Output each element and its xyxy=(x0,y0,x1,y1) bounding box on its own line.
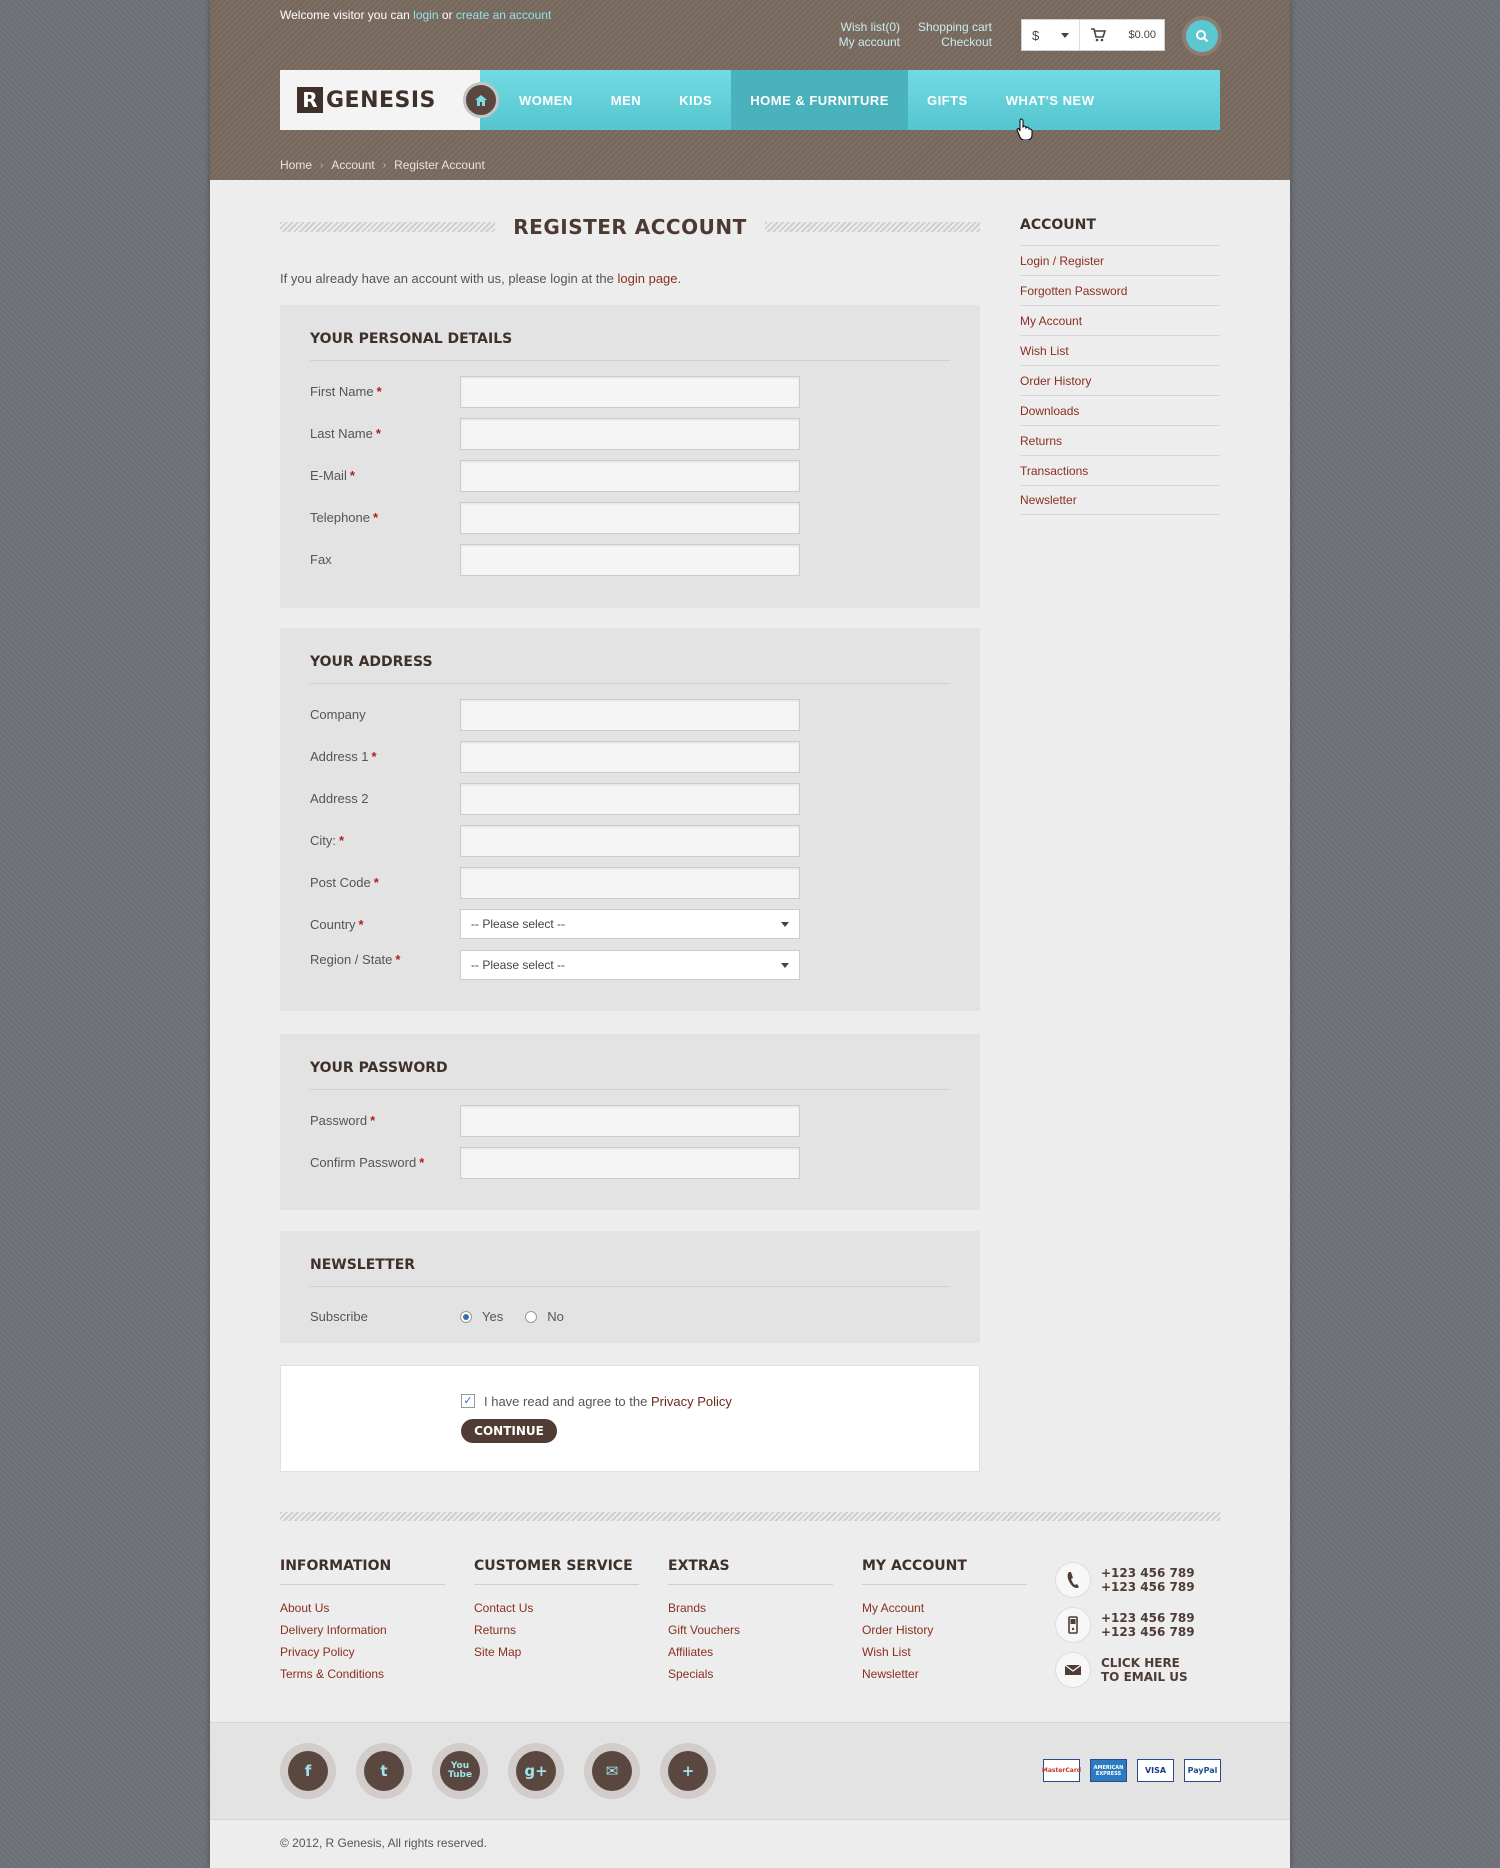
footer-link[interactable]: Delivery Information xyxy=(280,1623,387,1637)
confirm-password-row xyxy=(310,1147,950,1179)
address-1-row xyxy=(310,741,950,773)
address-panel xyxy=(280,628,980,1011)
phone-numbers xyxy=(1101,1566,1195,1594)
panel-divider xyxy=(310,360,950,361)
region-row xyxy=(310,950,950,982)
phone-number: +123 456 789 xyxy=(1101,1580,1195,1594)
breadcrumb-separator-icon: › xyxy=(382,159,387,171)
e-mail-input[interactable] xyxy=(460,460,800,492)
footer-link[interactable]: Privacy Policy xyxy=(280,1645,355,1659)
cart-links xyxy=(910,20,992,50)
footer-column-title: INFORMATION xyxy=(280,1558,445,1585)
twitter-icon: t xyxy=(364,1751,404,1791)
email-button[interactable] xyxy=(584,1743,640,1799)
telephone-label: Telephone * xyxy=(310,510,379,525)
first-name-row xyxy=(310,376,950,408)
sidebar-item-wish-list[interactable]: Wish List xyxy=(1020,335,1220,365)
required-mark: * xyxy=(419,1155,425,1170)
confirm-password-label: Confirm Password * xyxy=(310,1155,425,1170)
footer-link[interactable]: Gift Vouchers xyxy=(668,1623,741,1637)
chevron-down-icon xyxy=(1061,33,1069,38)
required-mark: * xyxy=(376,384,382,399)
chevron-down-icon xyxy=(781,922,789,927)
youtube-button[interactable] xyxy=(432,1743,488,1799)
footer-column-information xyxy=(280,1558,445,1685)
youtube-icon: You Tube xyxy=(440,1751,480,1791)
currency-cart-box xyxy=(1021,19,1165,51)
sidebar-item-newsletter[interactable]: Newsletter xyxy=(1020,485,1220,515)
my-account-link[interactable]: My account xyxy=(838,35,900,49)
company-label: Company xyxy=(310,707,366,722)
main-nav xyxy=(280,70,1220,130)
email-cta-line: CLICK HERE xyxy=(1101,1656,1180,1670)
country-value: -- Please select -- xyxy=(471,917,566,931)
panel-divider xyxy=(310,683,950,684)
cart-total: $0.00 xyxy=(1128,29,1156,41)
google-plus-button[interactable] xyxy=(508,1743,564,1799)
e-mail-label: E-Mail * xyxy=(310,468,355,483)
last-name-row xyxy=(310,418,950,450)
continue-button[interactable]: CONTINUE xyxy=(461,1419,557,1443)
address-title: YOUR ADDRESS xyxy=(310,654,433,670)
post-code-label: Post Code * xyxy=(310,875,379,890)
country-label: Country * xyxy=(310,917,364,932)
visa-logo: VISA xyxy=(1137,1759,1174,1782)
fax-input[interactable] xyxy=(460,544,800,576)
footer-bottom-bar xyxy=(210,1722,1290,1820)
nav-item-kids[interactable]: KIDS xyxy=(679,92,713,108)
required-mark: * xyxy=(375,426,381,441)
address-2-input[interactable] xyxy=(460,783,800,815)
city-input[interactable] xyxy=(460,825,800,857)
welcome-text xyxy=(280,8,551,22)
required-mark: * xyxy=(370,1113,376,1128)
sidebar-item-forgotten-password[interactable]: Forgotten Password xyxy=(1020,275,1220,305)
page-title: REGISTER ACCOUNT xyxy=(513,215,747,239)
mouse-cursor-icon xyxy=(1015,118,1033,140)
city-label: City: * xyxy=(310,833,345,848)
company-input[interactable] xyxy=(460,699,800,731)
facebook-button[interactable] xyxy=(280,1743,336,1799)
welcome-or: or xyxy=(441,8,453,22)
footer-link[interactable]: Brands xyxy=(668,1601,707,1615)
country-select[interactable] xyxy=(460,909,800,939)
footer-link[interactable]: Contact Us xyxy=(474,1601,534,1615)
welcome-prefix: Welcome visitor you can xyxy=(280,8,410,22)
region-select[interactable] xyxy=(460,950,800,980)
breadcrumb-item[interactable]: Home xyxy=(280,158,313,172)
plus-icon: + xyxy=(668,1751,708,1791)
search-button[interactable] xyxy=(1182,16,1222,56)
privacy-policy-link[interactable]: Privacy Policy xyxy=(650,1394,732,1409)
subscribe-no-radio[interactable] xyxy=(525,1311,537,1323)
envelope-icon xyxy=(1055,1652,1091,1688)
agree-panel xyxy=(280,1365,980,1472)
city-row xyxy=(310,825,950,857)
cart-icon xyxy=(1090,28,1106,42)
wishlist-link[interactable]: Wish list(0) xyxy=(840,20,900,34)
login-link[interactable]: login xyxy=(413,8,439,22)
phone-icon xyxy=(1055,1562,1091,1598)
panel-divider xyxy=(310,1286,950,1287)
fax-row xyxy=(310,544,950,576)
mobile-numbers xyxy=(1101,1611,1195,1639)
footer-link[interactable]: Site Map xyxy=(474,1645,522,1659)
mobile-number: +123 456 789 xyxy=(1101,1625,1195,1639)
subscribe-no-label[interactable]: No xyxy=(547,1309,564,1324)
intro-end: . xyxy=(677,271,682,286)
currency-select[interactable] xyxy=(1022,20,1080,50)
footer-column-extras xyxy=(668,1558,833,1685)
first-name-label: First Name * xyxy=(310,384,382,399)
email-contact[interactable] xyxy=(1055,1651,1225,1689)
address-1-label: Address 1 * xyxy=(310,749,377,764)
required-mark: * xyxy=(371,749,377,764)
footer-column-title: EXTRAS xyxy=(668,1558,833,1585)
password-title: YOUR PASSWORD xyxy=(310,1060,448,1076)
breadcrumb-item[interactable]: Account xyxy=(331,158,375,172)
plus-button[interactable] xyxy=(660,1743,716,1799)
newsletter-panel xyxy=(280,1231,980,1343)
footer-column-my-account xyxy=(862,1558,1027,1685)
facebook-icon: f xyxy=(288,1751,328,1791)
title-divider-right xyxy=(765,222,980,232)
sidebar-account-list xyxy=(1020,245,1220,515)
paypal-logo: PayPal xyxy=(1184,1759,1221,1782)
footer-link[interactable]: My Account xyxy=(862,1601,925,1615)
phone-contact xyxy=(1055,1561,1225,1599)
shopping-cart-link[interactable]: Shopping cart xyxy=(917,20,992,34)
nav-item-home-furniture[interactable]: HOME & FURNITURE xyxy=(731,70,908,130)
login-page-link[interactable]: login page xyxy=(617,271,678,286)
home-button[interactable] xyxy=(463,82,499,118)
breadcrumb-separator-icon: › xyxy=(320,159,324,171)
newsletter-title: NEWSLETTER xyxy=(310,1257,416,1273)
home-icon xyxy=(474,94,488,107)
post-code-row xyxy=(310,867,950,899)
subscribe-yes-radio[interactable] xyxy=(460,1311,472,1323)
nav-item-what-s-new[interactable]: WHAT'S NEW xyxy=(1005,92,1095,108)
telephone-input[interactable] xyxy=(460,502,800,534)
privacy-checkbox[interactable]: ✓ xyxy=(461,1394,475,1408)
footer-link[interactable]: About Us xyxy=(280,1601,330,1615)
footer-link[interactable]: Wish List xyxy=(862,1645,911,1659)
footer-divider xyxy=(280,1512,1220,1521)
google-plus-icon: g+ xyxy=(516,1751,556,1791)
chevron-down-icon xyxy=(781,963,789,968)
required-mark: * xyxy=(373,875,379,890)
address-2-label: Address 2 xyxy=(310,791,369,806)
intro-prefix: If you already have an account with us, please login at the xyxy=(280,271,614,286)
agree-label: I have read and agree to the xyxy=(484,1394,648,1409)
personal-details-panel xyxy=(280,305,980,608)
checkout-link[interactable]: Checkout xyxy=(941,35,992,49)
footer-link[interactable]: Newsletter xyxy=(862,1667,919,1681)
footer-link[interactable]: Order History xyxy=(862,1623,934,1637)
nav-item-men[interactable]: MEN xyxy=(610,92,642,108)
create-account-link[interactable]: create an account xyxy=(455,8,552,22)
password-row xyxy=(310,1105,950,1137)
password-label: Password * xyxy=(310,1113,376,1128)
footer-link[interactable]: Returns xyxy=(474,1623,517,1637)
logo-mark: R xyxy=(297,87,323,113)
region-value: -- Please select -- xyxy=(471,958,566,972)
country-row xyxy=(310,909,950,941)
logo-text: GENESIS xyxy=(326,87,436,113)
email-cta[interactable] xyxy=(1101,1656,1188,1684)
fax-label: Fax xyxy=(310,552,332,567)
mobile-contact xyxy=(1055,1606,1225,1644)
address-1-input[interactable] xyxy=(460,741,800,773)
header xyxy=(210,0,1290,180)
region-label: Region / State * xyxy=(310,952,401,967)
sidebar-item-order-history[interactable]: Order History xyxy=(1020,365,1220,395)
mobile-number: +123 456 789 xyxy=(1101,1611,1195,1625)
subscribe-label: Subscribe xyxy=(310,1309,368,1324)
subscribe-row xyxy=(310,1301,950,1333)
sidebar-item-transactions[interactable]: Transactions xyxy=(1020,455,1220,485)
currency-value: $ xyxy=(1032,27,1040,43)
sidebar-item-downloads[interactable]: Downloads xyxy=(1020,395,1220,425)
american-express-logo: AMERICAN EXPRESS xyxy=(1090,1759,1127,1782)
sidebar-title: ACCOUNT xyxy=(1020,217,1096,233)
breadcrumb-item: Register Account xyxy=(394,158,485,172)
nav-item-women[interactable]: WOMEN xyxy=(519,92,573,108)
phone-number: +123 456 789 xyxy=(1101,1566,1195,1580)
agree-text xyxy=(484,1394,732,1409)
cart-button[interactable] xyxy=(1080,28,1164,42)
sidebar-item-login-register[interactable]: Login / Register xyxy=(1020,245,1220,275)
company-row xyxy=(310,699,950,731)
last-name-label: Last Name * xyxy=(310,426,381,441)
required-mark: * xyxy=(349,468,355,483)
account-links xyxy=(800,20,900,50)
footer-link[interactable]: Specials xyxy=(668,1667,714,1681)
password-panel xyxy=(280,1034,980,1210)
confirm-password-input[interactable] xyxy=(460,1147,800,1179)
title-divider-left xyxy=(280,222,495,232)
telephone-row xyxy=(310,502,950,534)
intro-text xyxy=(280,271,681,286)
sidebar-item-returns[interactable]: Returns xyxy=(1020,425,1220,455)
subscribe-yes-label[interactable]: Yes xyxy=(482,1309,504,1324)
logo[interactable] xyxy=(280,70,480,130)
first-name-input[interactable] xyxy=(460,376,800,408)
footer-column-title: CUSTOMER SERVICE xyxy=(474,1558,639,1585)
address-2-row xyxy=(310,783,950,815)
breadcrumb xyxy=(280,158,485,172)
copyright: © 2012, R Genesis, All rights reserved. xyxy=(280,1836,487,1850)
footer-column-title: MY ACCOUNT xyxy=(862,1558,1027,1585)
panel-divider xyxy=(310,1089,950,1090)
password-input[interactable] xyxy=(460,1105,800,1137)
sidebar-item-my-account[interactable]: My Account xyxy=(1020,305,1220,335)
last-name-input[interactable] xyxy=(460,418,800,450)
search-icon xyxy=(1195,29,1209,43)
page-title-row xyxy=(280,214,980,240)
nav-item-gifts[interactable]: GIFTS xyxy=(926,92,968,108)
email-cta-line: TO EMAIL US xyxy=(1101,1670,1188,1684)
twitter-button[interactable] xyxy=(356,1743,412,1799)
post-code-input[interactable] xyxy=(460,867,800,899)
page-wrapper xyxy=(210,0,1290,1868)
e-mail-row xyxy=(310,460,950,492)
subscribe-radio-group xyxy=(460,1309,586,1324)
personal-details-title: YOUR PERSONAL DETAILS xyxy=(310,331,513,347)
mobile-phone-icon xyxy=(1055,1607,1091,1643)
footer-column-customer-service xyxy=(474,1558,639,1663)
mastercard-logo: MasterCard xyxy=(1043,1759,1080,1782)
footer-link[interactable]: Affiliates xyxy=(668,1645,714,1659)
required-mark: * xyxy=(339,833,345,848)
email-icon: ✉ xyxy=(592,1751,632,1791)
required-mark: * xyxy=(373,510,379,525)
footer-link[interactable]: Terms & Conditions xyxy=(280,1667,385,1681)
